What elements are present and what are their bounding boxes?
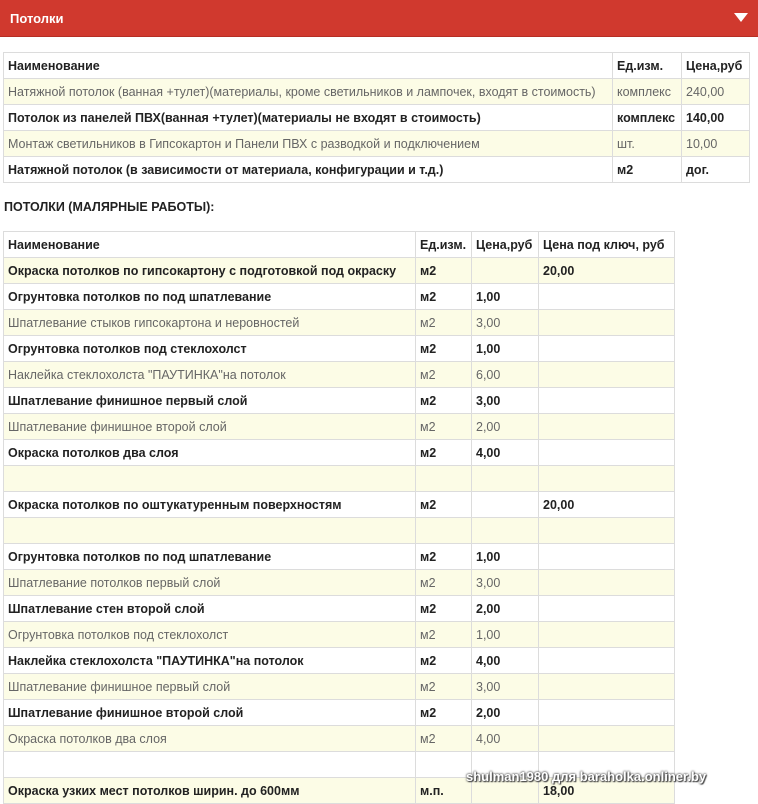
- item-name: Наклейка стеклохолста "ПАУТИНКА"на потолок: [4, 648, 416, 674]
- item-name: Огрунтовка потолков под стеклохолст: [4, 336, 416, 362]
- item-price: [472, 466, 539, 492]
- item-price: 6,00: [472, 362, 539, 388]
- item-unit: м2: [416, 310, 472, 336]
- item-turnkey-price: [539, 440, 675, 466]
- table-row: [4, 105, 750, 131]
- item-name: Шпатлевание финишное второй слой: [4, 700, 416, 726]
- item-unit: м2: [416, 674, 472, 700]
- item-name: Натяжной потолок (ванная +тулет)(материалы, кроме светильников и лампочек, входят в стоимость): [4, 79, 613, 105]
- table-row: [4, 726, 675, 752]
- item-name: Окраска узких мест потолков ширин. до 600мм: [4, 778, 416, 804]
- item-turnkey-price: [539, 726, 675, 752]
- item-turnkey-price: [539, 362, 675, 388]
- item-name: Натяжной потолок (в зависимости от материала, конфигурации и т.д.): [4, 157, 613, 183]
- table-row: [4, 492, 675, 518]
- item-turnkey-price: [539, 466, 675, 492]
- item-turnkey-price: [539, 336, 675, 362]
- item-unit: м.п.: [416, 778, 472, 804]
- item-name: Огрунтовка потолков по под шпатлевание: [4, 544, 416, 570]
- item-unit: м2: [416, 544, 472, 570]
- item-unit: м2: [416, 362, 472, 388]
- unit-header: Ед.изм.: [416, 232, 472, 258]
- item-unit: м2: [416, 648, 472, 674]
- item-turnkey-price: [539, 596, 675, 622]
- table-row: [4, 388, 675, 414]
- watermark: shulman1980 для baraholka.onliner.by: [466, 769, 707, 784]
- item-price: 3,00: [472, 388, 539, 414]
- table-row: [4, 596, 675, 622]
- table-row: [4, 570, 675, 596]
- item-price: 240,00: [682, 79, 750, 105]
- item-turnkey-price: [539, 544, 675, 570]
- item-unit: комплекс: [613, 79, 682, 105]
- item-unit: шт.: [613, 131, 682, 157]
- item-unit: м2: [416, 622, 472, 648]
- item-name: Шпатлевание финишное второй слой: [4, 414, 416, 440]
- item-unit: м2: [416, 440, 472, 466]
- item-turnkey-price: [539, 388, 675, 414]
- item-turnkey-price: [539, 414, 675, 440]
- item-price: 4,00: [472, 726, 539, 752]
- table-row: [4, 284, 675, 310]
- table-row: [4, 310, 675, 336]
- item-price: 4,00: [472, 440, 539, 466]
- item-turnkey-price: 20,00: [539, 258, 675, 284]
- item-unit: м2: [416, 258, 472, 284]
- item-price: 1,00: [472, 622, 539, 648]
- item-unit: м2: [416, 336, 472, 362]
- section-header[interactable]: [0, 0, 758, 37]
- item-unit: комплекс: [613, 105, 682, 131]
- table-row: [4, 258, 675, 284]
- table-row: [4, 518, 675, 544]
- table-row: [4, 622, 675, 648]
- item-unit: [416, 518, 472, 544]
- item-price: 1,00: [472, 544, 539, 570]
- item-turnkey-price: [539, 674, 675, 700]
- item-turnkey-price: [539, 622, 675, 648]
- item-unit: м2: [416, 596, 472, 622]
- table-row: [4, 131, 750, 157]
- item-name: Окраска потолков два слоя: [4, 440, 416, 466]
- item-name: Окраска потолков по оштукатуренным поверхностям: [4, 492, 416, 518]
- table-row: [4, 648, 675, 674]
- item-turnkey-price: [539, 284, 675, 310]
- item-unit: м2: [416, 388, 472, 414]
- turnkey-header: Цена под ключ, руб: [539, 232, 675, 258]
- item-price: 4,00: [472, 648, 539, 674]
- item-name: Окраска потолков по гипсокартону с подготовкой под окраску: [4, 258, 416, 284]
- item-unit: [416, 466, 472, 492]
- item-name: Шпатлевание потолков первый слой: [4, 570, 416, 596]
- item-name: Шпатлевание стыков гипсокартона и неровностей: [4, 310, 416, 336]
- item-turnkey-price: [539, 570, 675, 596]
- item-price: [472, 258, 539, 284]
- name-header: Наименование: [4, 232, 416, 258]
- item-price: 2,00: [472, 700, 539, 726]
- item-name: Шпатлевание стен второй слой: [4, 596, 416, 622]
- item-price: 3,00: [472, 570, 539, 596]
- item-unit: м2: [416, 726, 472, 752]
- item-name: [4, 466, 416, 492]
- painting-section-title: ПОТОЛКИ (МАЛЯРНЫЕ РАБОТЫ):: [4, 200, 215, 214]
- table-row: [4, 362, 675, 388]
- item-unit: м2: [416, 700, 472, 726]
- table-row: [4, 336, 675, 362]
- item-turnkey-price: [539, 700, 675, 726]
- item-unit: м2: [416, 492, 472, 518]
- item-name: [4, 752, 416, 778]
- table-row: [4, 674, 675, 700]
- item-unit: [416, 752, 472, 778]
- item-price: дог.: [682, 157, 750, 183]
- table-row: [4, 157, 750, 183]
- item-price: 1,00: [472, 284, 539, 310]
- item-unit: м2: [613, 157, 682, 183]
- item-name: Потолок из панелей ПВХ(ванная +тулет)(материалы не входят в стоимость): [4, 105, 613, 131]
- table-row: [4, 700, 675, 726]
- item-turnkey-price: 18,00: [539, 778, 675, 804]
- table-row: [4, 544, 675, 570]
- table-header-row: [4, 53, 750, 79]
- item-price: 2,00: [472, 414, 539, 440]
- section-title: Потолки: [10, 11, 64, 26]
- item-price: 3,00: [472, 674, 539, 700]
- item-unit: м2: [416, 570, 472, 596]
- table-row: [4, 79, 750, 105]
- name-header: Наименование: [4, 53, 613, 79]
- item-turnkey-price: [539, 310, 675, 336]
- item-name: Шпатлевание финишное первый слой: [4, 388, 416, 414]
- item-unit: м2: [416, 284, 472, 310]
- item-turnkey-price: [539, 518, 675, 544]
- item-name: Окраска потолков два слоя: [4, 726, 416, 752]
- price-header: Цена,руб: [472, 232, 539, 258]
- item-name: [4, 518, 416, 544]
- item-name: Шпатлевание финишное первый слой: [4, 674, 416, 700]
- table-row: [4, 440, 675, 466]
- item-unit: м2: [416, 414, 472, 440]
- item-price: 2,00: [472, 596, 539, 622]
- item-price: 3,00: [472, 310, 539, 336]
- item-price: [472, 492, 539, 518]
- painting-price-table: [3, 231, 675, 804]
- item-price: [472, 518, 539, 544]
- ceiling-price-table: [3, 52, 750, 183]
- price-header: Цена,руб: [682, 53, 750, 79]
- item-name: Наклейка стеклохолста "ПАУТИНКА"на потолок: [4, 362, 416, 388]
- item-name: Огрунтовка потолков под стеклохолст: [4, 622, 416, 648]
- item-name: Огрунтовка потолков по под шпатлевание: [4, 284, 416, 310]
- table-row: [4, 414, 675, 440]
- item-turnkey-price: [539, 648, 675, 674]
- item-name: Монтаж светильников в Гипсокартон и Панели ПВХ с разводкой и подключением: [4, 131, 613, 157]
- table-header-row: [4, 232, 675, 258]
- item-price: 1,00: [472, 336, 539, 362]
- item-turnkey-price: 20,00: [539, 492, 675, 518]
- item-price: 140,00: [682, 105, 750, 131]
- table-row: [4, 466, 675, 492]
- unit-header: Ед.изм.: [613, 53, 682, 79]
- item-price: 10,00: [682, 131, 750, 157]
- collapse-arrow-icon[interactable]: [734, 13, 748, 22]
